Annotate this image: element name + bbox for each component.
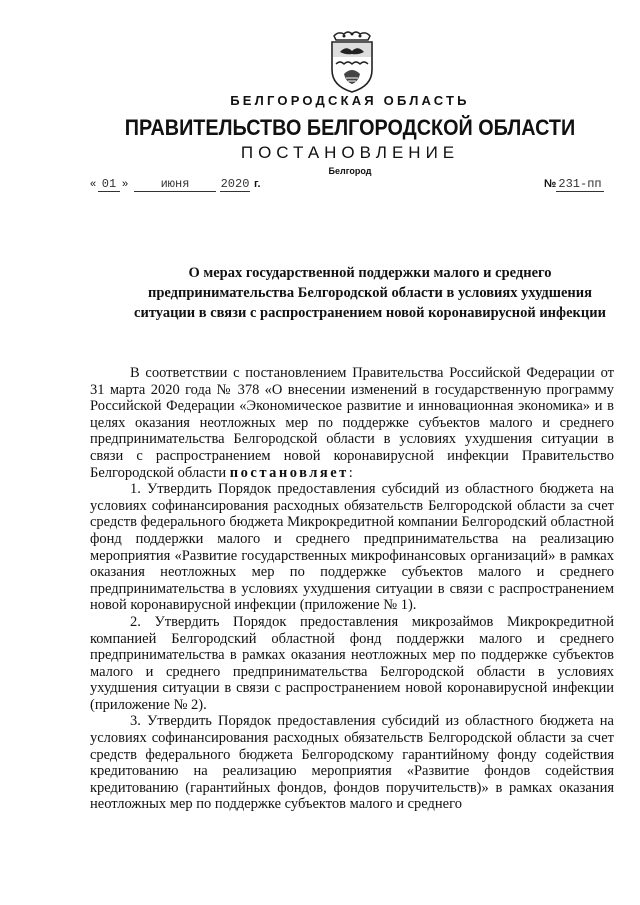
date-year-suffix: г. [254, 178, 261, 190]
coat-of-arms-icon [324, 30, 380, 94]
decree-colon: : [348, 464, 353, 481]
date-month: июня [134, 177, 216, 192]
date-number-line [90, 177, 610, 193]
number-label: № [544, 178, 557, 190]
item-paragraph-3: 3. Утвердить Порядок предоставления субсидий из областного бюджета на условиях софинансирования расходных обязательств Белгородской области за счет средств федерального бюджета Белгородскому гарантийному фонду содействия кредитованию на реализацию мероприятия «Развитие фондов содействия кредитованию (гарантийных фондов, фондов поручительств)» в рамках оказания неотложных мер по поддержке субъектов малого и среднего [90, 713, 614, 813]
preamble-text: В соответствии с постановлением Правительства Российской Федерации от 31 марта 2020 года № 378 «О внесении изменений в государственную программу Российской Федерации «Экономическое развитие и инновационная экономика» и в целях оказания неотложных мер по поддержке субъектов малого и среднего предпринимательства Белгородской области в условиях ухудшения ситуации в связи с распространением новой коронавирусной инфекции Правительство Белгородской области [90, 365, 614, 481]
date-day: 01 [98, 177, 120, 192]
date-year: 2020 [220, 177, 250, 191]
date-open-quote: « [90, 178, 97, 190]
item-paragraph-1: 1. Утвердить Порядок предоставления субсидий из областного бюджета на условиях софинансирования расходных обязательств Белгородской области за счет средств федерального бюджета Микрокредитной компании Белгородский областной фонд поддержки малого и среднего предпринимательства на реализацию мероприятия «Развитие государственных микрофинансовых организаций» в рамках оказания неотложных мер по поддержке субъектов малого и среднего предпринимательства в условиях ухудшения ситуации в связи с распространением новой коронавирусной инфекции (приложение № 1). [90, 481, 614, 614]
title-line: ситуации в связи с распространением новой коронавирусной инфекции [134, 305, 606, 321]
government-name: ПРАВИТЕЛЬСТВО БЕЛГОРОДСКОЙ ОБЛАСТИ [124, 115, 576, 140]
preamble-paragraph [90, 365, 614, 481]
item-paragraph-2: 2. Утвердить Порядок предоставления микрозаймов Микрокредитной компанией Белгородский областной фонд поддержки малого и среднего предпринимательства в рамках оказания неотложных мер по поддержке субъектов малого и среднего предпринимательства Белгородской области в условиях ухудшения ситуации в связи с распространением новой коронавирусной инфекции (приложение № 2). [90, 613, 614, 713]
document-title [90, 263, 640, 323]
region-name: БЕЛГОРОДСКАЯ ОБЛАСТЬ [230, 93, 470, 108]
title-line: О мерах государственной поддержки малого и среднего [188, 265, 552, 281]
document-type: ПОСТАНОВЛЕНИЕ [240, 143, 460, 162]
date-close-quote: » [122, 178, 129, 190]
document-number: 231-пп [556, 177, 604, 192]
document-body [90, 365, 614, 813]
title-line: предпринимательства Белгородской области в условиях ухудшения [148, 285, 592, 301]
decree-word: постановляет [229, 464, 349, 481]
city-name: Белгород [328, 166, 372, 176]
